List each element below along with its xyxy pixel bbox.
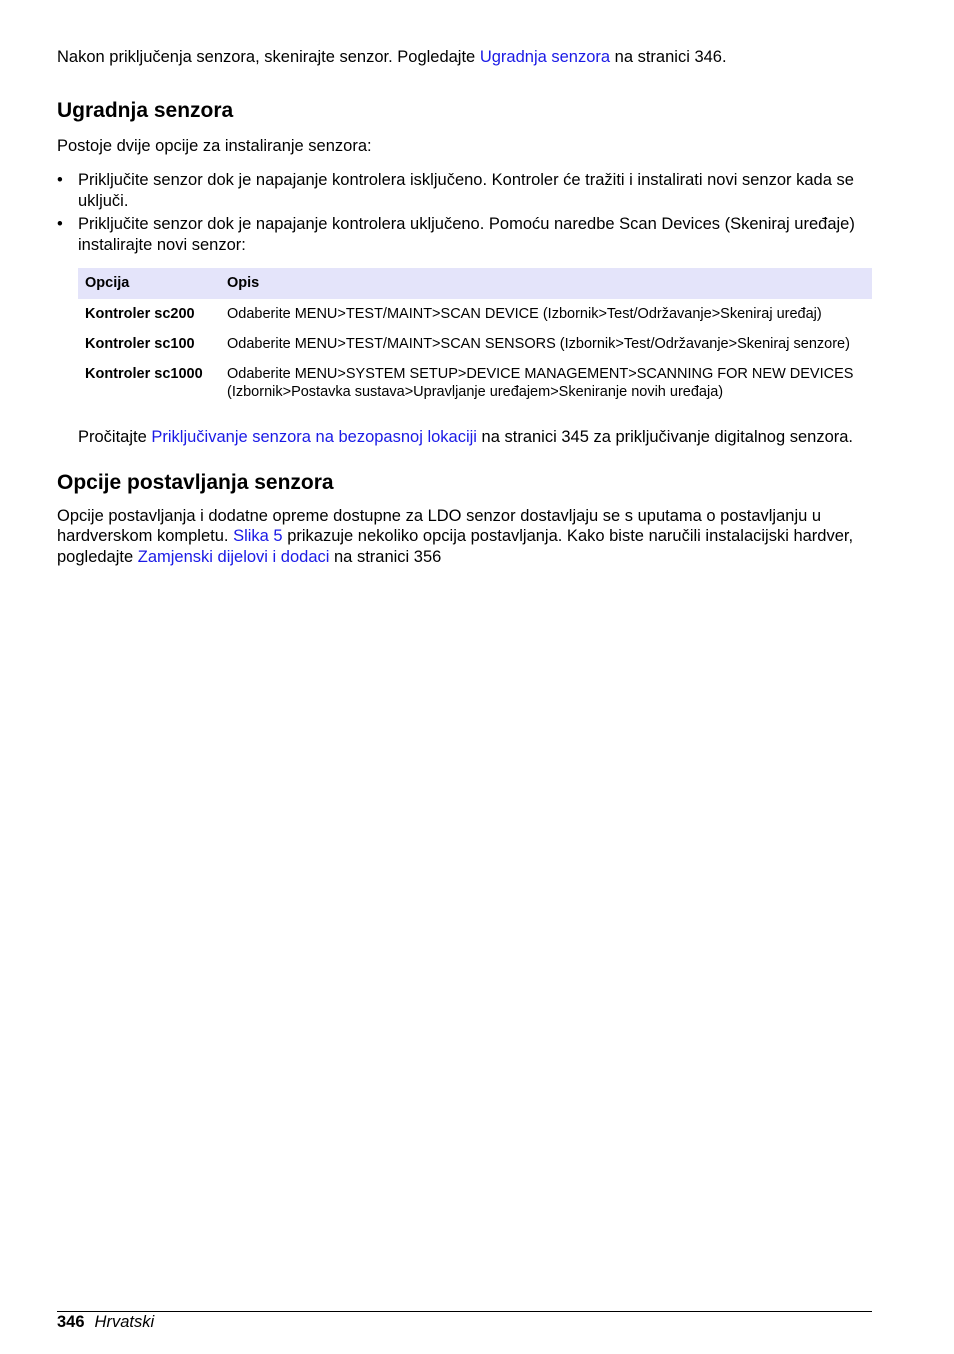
option-name: Kontroler sc200 — [85, 306, 195, 322]
heading-opcije-postavljanja: Opcije postavljanja senzora — [57, 470, 334, 494]
mounting-paragraph — [57, 506, 872, 568]
note-text-end: na stranici 345 za priključivanje digitalnog senzora. — [476, 428, 854, 446]
option-description: Odaberite MENU>SYSTEM SETUP>DEVICE MANAGEMENT>SCANNING FOR NEW DEVICES (Izbornik>Postavka sustava>Upravljanje uređajem>Skeniranje novih uređaja) — [227, 366, 854, 400]
option-description: Odaberite MENU>TEST/MAINT>SCAN SENSORS (Izbornik>Test/Održavanje>Skeniraj senzore) — [227, 336, 850, 352]
list-item — [57, 170, 872, 211]
table-row — [78, 359, 872, 407]
option-name: Kontroler sc100 — [85, 336, 195, 352]
install-lead: Postoje dvije opcije za instaliranje senzora: — [57, 136, 372, 155]
scan-options-table — [78, 268, 872, 407]
mounting-text: Opcije postavljanja i dodatne opreme dostupne za LDO senzor dostavljaju se s uputama o postavljanju u hardverskom kompletu. — [57, 506, 822, 545]
bullet-marker: • — [57, 215, 63, 233]
option-description: Odaberite MENU>TEST/MAINT>SCAN DEVICE (Izbornik>Test/Održavanje>Skeniraj uređaj) — [227, 306, 822, 322]
link-zamjenski-dijelovi[interactable]: Zamjenski dijelovi i dodaci — [137, 547, 330, 566]
bullet-marker: • — [57, 171, 63, 189]
mounting-text-end: na stranici 356 — [329, 547, 442, 566]
list-item — [57, 214, 872, 255]
link-ugradnja-senzora[interactable]: Ugradnja senzora — [479, 48, 611, 66]
mounting-text-mid: prikazuje nekoliko opcija postavljanja. Kako biste naručili instalacijski hardver, pogledajte — [57, 527, 854, 566]
footer-language: Hrvatski — [94, 1313, 155, 1331]
install-options-list — [57, 170, 872, 255]
list-item-text: Priključite senzor dok je napajanje kontrolera isključeno. Kontroler će tražiti i instalirati novi senzor kada se uključi. — [78, 171, 854, 210]
option-name: Kontroler sc1000 — [85, 366, 203, 382]
intro-text: Nakon priključenja senzora, skenirajte senzor. Pogledajte — [57, 48, 480, 66]
list-item-text: Priključite senzor dok je napajanje kontrolera uključeno. Pomoću naredbe Scan Devices (Skeniraj uređaje) instalirajte novi senzor: — [78, 215, 855, 254]
page-number: 346 — [57, 1313, 85, 1331]
page-content — [57, 44, 872, 567]
table-row — [78, 299, 872, 329]
link-slika-5[interactable]: Slika 5 — [233, 527, 283, 545]
table-header-row — [78, 268, 872, 299]
column-header-description: Opis — [220, 268, 872, 299]
column-header-option: Opcija — [78, 268, 220, 299]
link-prikljucivanje-senzora[interactable]: Priključivanje senzora na bezopasnoj lokaciji — [151, 428, 477, 446]
hazardous-location-note — [78, 427, 872, 448]
intro-paragraph — [57, 47, 872, 68]
heading-ugradnja-senzora: Ugradnja senzora — [57, 98, 234, 122]
footer-divider — [57, 1311, 872, 1312]
table-row — [78, 329, 872, 359]
intro-text-end: na stranici 346. — [610, 48, 727, 66]
page-footer — [57, 1312, 154, 1332]
note-text: Pročitajte — [78, 428, 152, 446]
